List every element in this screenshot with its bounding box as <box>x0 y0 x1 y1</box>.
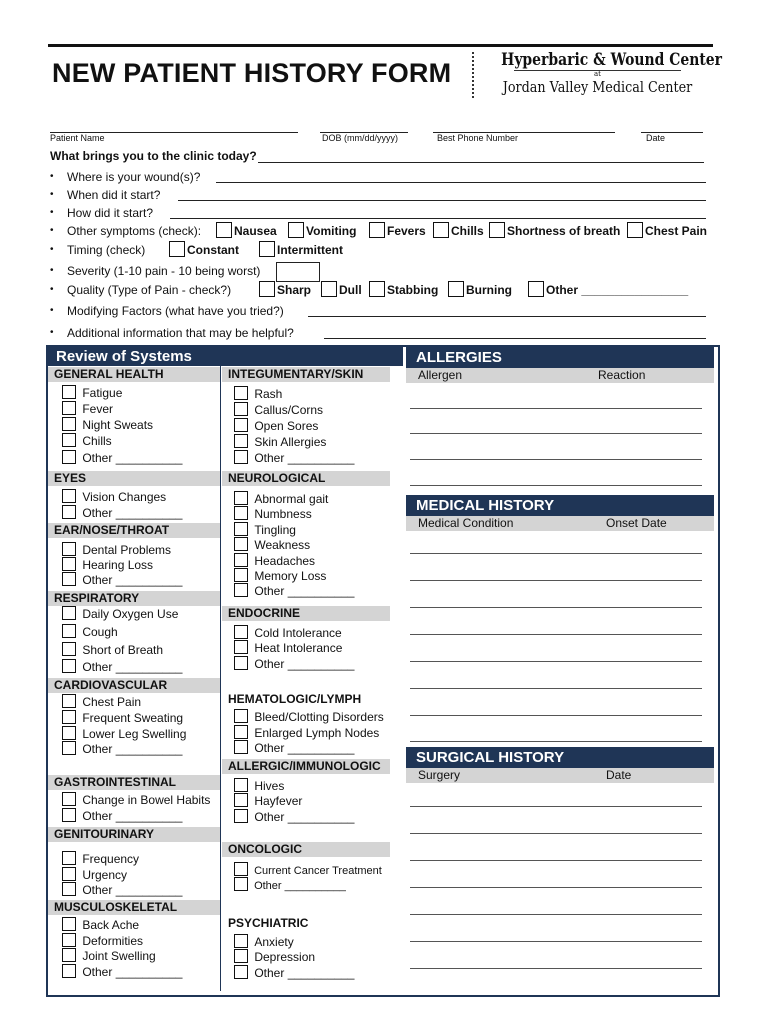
checkbox-item[interactable]: Daily Oxygen Use <box>62 606 178 621</box>
symptom-sob-option[interactable]: Shortness of breath <box>489 222 620 238</box>
page-title: NEW PATIENT HISTORY FORM <box>52 58 452 88</box>
section-musculoskeletal: MUSCULOSKELETAL <box>48 900 220 915</box>
medical-line[interactable] <box>410 580 702 581</box>
checkbox[interactable] <box>288 222 304 238</box>
section-allergic-immunologic: ALLERGIC/IMMUNOLOGIC <box>222 759 390 774</box>
column-divider <box>220 366 221 991</box>
checkbox-item[interactable]: Skin Allergies <box>234 434 326 449</box>
checkbox-item[interactable]: Urgency <box>62 867 127 882</box>
checkbox-item[interactable]: Other __________ <box>234 656 354 671</box>
reaction-col: Reaction <box>598 368 646 382</box>
checkbox-item[interactable]: Dental Problems <box>62 542 171 557</box>
checkbox-item[interactable]: Other __________ <box>234 877 346 892</box>
checkbox-item[interactable]: Numbness <box>234 506 312 521</box>
onset-col: Onset Date <box>606 516 667 530</box>
checkbox-item[interactable]: Current Cancer Treatment <box>234 862 382 877</box>
checkbox-item[interactable]: Bleed/Clotting Disorders <box>234 709 384 724</box>
checkbox-item[interactable]: Fever <box>62 401 113 416</box>
logo-line1: Hyperbaric & Wound Center <box>501 50 723 70</box>
patient-name-label: Patient Name <box>50 133 105 143</box>
checkbox-item[interactable]: Hives <box>234 778 284 793</box>
surgery-date-col: Date <box>606 768 632 782</box>
question-other-symptoms: Other symptoms (check): <box>67 224 202 238</box>
checkbox-item[interactable]: Other __________ <box>62 450 182 465</box>
medical-line[interactable] <box>410 741 702 742</box>
when-start-field[interactable] <box>178 188 706 201</box>
section-hematologic: HEMATOLOGIC/LYMPH <box>228 692 362 706</box>
section-cardiovascular: CARDIOVASCULAR <box>48 678 220 693</box>
checkbox-item[interactable]: Open Sores <box>234 418 318 433</box>
checkbox-item[interactable]: Other __________ <box>234 809 354 824</box>
checkbox-item[interactable]: Anxiety <box>234 934 294 949</box>
symptom-nausea-option[interactable]: Nausea <box>216 222 277 238</box>
quality-stabbing-option[interactable]: Stabbing <box>369 281 438 297</box>
surgical-line[interactable] <box>410 914 702 915</box>
checkbox[interactable] <box>369 222 385 238</box>
section-gastrointestinal: GASTROINTESTINAL <box>48 775 220 790</box>
section-integumentary: INTEGUMENTARY/SKIN <box>222 367 390 382</box>
question-how-start: How did it start? <box>67 206 154 220</box>
patient-name-field[interactable] <box>50 118 298 133</box>
clinic-logo <box>480 50 723 96</box>
symptom-chest-pain-option[interactable]: Chest Pain <box>627 222 707 238</box>
checkbox[interactable] <box>627 222 643 238</box>
question-additional: Additional information that may be helpful? <box>67 326 294 340</box>
allergy-line[interactable] <box>410 433 702 434</box>
allergy-line[interactable] <box>410 408 702 409</box>
header-divider <box>472 52 474 98</box>
dob-field[interactable] <box>320 118 408 133</box>
checkbox-item[interactable]: Other __________ <box>62 808 182 823</box>
checkbox-item[interactable]: Cough <box>62 624 118 639</box>
surgical-line[interactable] <box>410 887 702 888</box>
checkbox-item[interactable]: Vision Changes <box>62 489 166 504</box>
phone-field[interactable] <box>433 118 615 133</box>
surgical-line[interactable] <box>410 806 702 807</box>
checkbox-item[interactable]: Other __________ <box>234 583 354 598</box>
allergy-line[interactable] <box>410 485 702 486</box>
checkbox-item[interactable]: Other __________ <box>62 882 182 897</box>
question-where: Where is your wound(s)? <box>67 170 201 184</box>
checkbox-item[interactable]: Headaches <box>234 553 315 568</box>
timing-constant-option[interactable]: Constant <box>169 241 239 257</box>
checkbox-item[interactable]: Tingling <box>234 522 296 537</box>
allergen-col: Allergen <box>418 368 463 382</box>
medical-line[interactable] <box>410 688 702 689</box>
bullet: • <box>50 225 54 236</box>
how-start-field[interactable] <box>170 206 706 219</box>
checkbox-item[interactable]: Enlarged Lymph Nodes <box>234 725 379 740</box>
question-quality: Quality (Type of Pain - check?) <box>67 283 232 297</box>
surgical-history-title: SURGICAL HISTORY <box>406 747 714 768</box>
bullet: • <box>50 171 54 182</box>
checkbox-item[interactable]: Chills <box>62 433 112 448</box>
checkbox-item[interactable]: Joint Swelling <box>62 948 156 963</box>
quality-other-option[interactable]: Other ________________ <box>528 281 688 297</box>
checkbox-item[interactable]: Abnormal gait <box>234 491 328 506</box>
checkbox[interactable] <box>216 222 232 238</box>
medical-line[interactable] <box>410 634 702 635</box>
section-neurological: NEUROLOGICAL <box>222 471 390 486</box>
date-label: Date <box>646 133 666 143</box>
allergy-line[interactable] <box>410 459 702 460</box>
checkbox[interactable] <box>321 281 337 297</box>
section-endocrine: ENDOCRINE <box>222 606 390 621</box>
section-genitourinary: GENITOURINARY <box>48 827 220 842</box>
checkbox[interactable] <box>448 281 464 297</box>
checkbox-item[interactable]: Other __________ <box>62 572 182 587</box>
medical-history-header <box>406 516 714 531</box>
checkbox-item[interactable]: Weakness <box>234 537 310 552</box>
bullet: • <box>50 189 54 200</box>
bullet: • <box>50 244 54 255</box>
checkbox-item[interactable]: Memory Loss <box>234 568 326 583</box>
checkbox[interactable] <box>169 241 185 257</box>
question-timing: Timing (check) <box>67 243 146 257</box>
logo-at: at <box>514 70 681 78</box>
where-field[interactable] <box>216 170 706 183</box>
checkbox[interactable] <box>259 281 275 297</box>
bullet: • <box>50 305 54 316</box>
additional-field[interactable] <box>324 326 706 339</box>
checkbox-item[interactable]: Heat Intolerance <box>234 640 342 655</box>
checkbox-item[interactable]: Depression <box>234 949 315 964</box>
checkbox-item[interactable]: Hearing Loss <box>62 557 153 572</box>
checkbox-item[interactable]: Other __________ <box>62 964 182 979</box>
checkbox-item[interactable]: Cold Intolerance <box>234 625 342 640</box>
checkbox-item[interactable]: Chest Pain <box>62 694 141 709</box>
ros-title: Review of Systems <box>48 347 403 366</box>
question-severity: Severity (1-10 pain - 10 being worst) <box>67 264 261 278</box>
section-ear-nose-throat: EAR/NOSE/THROAT <box>48 523 220 538</box>
modifying-field[interactable] <box>308 304 706 317</box>
phone-label: Best Phone Number <box>437 133 519 143</box>
checkbox-item[interactable]: Deformities <box>62 933 143 948</box>
checkbox-item[interactable]: Callus/Corns <box>234 402 323 417</box>
medical-line[interactable] <box>410 553 702 554</box>
bullet: • <box>50 284 54 295</box>
checkbox-item[interactable]: Lower Leg Swelling <box>62 726 186 741</box>
quality-burning-option[interactable]: Burning <box>448 281 512 297</box>
timing-intermittent-option[interactable]: Intermittent <box>259 241 343 257</box>
checkbox[interactable] <box>433 222 449 238</box>
medical-line[interactable] <box>410 715 702 716</box>
checkbox-item[interactable]: Other __________ <box>62 505 182 520</box>
checkbox-item[interactable]: Short of Breath <box>62 642 163 657</box>
checkbox-item[interactable]: Frequent Sweating <box>62 710 183 725</box>
symptom-vomiting-option[interactable]: Vomiting <box>288 222 356 238</box>
checkbox-item[interactable]: Change in Bowel Habits <box>62 792 210 807</box>
surgery-col: Surgery <box>418 768 461 782</box>
checkbox-item[interactable]: Other __________ <box>62 741 182 756</box>
date-field[interactable] <box>641 118 703 133</box>
allergies-header <box>406 368 714 383</box>
section-psychiatric: PSYCHIATRIC <box>228 916 309 930</box>
surgical-line[interactable] <box>410 968 702 969</box>
logo-line2: Jordan Valley Medical Center <box>502 78 693 96</box>
medical-history-title: MEDICAL HISTORY <box>406 495 714 516</box>
checkbox[interactable] <box>259 241 275 257</box>
symptom-fevers-option[interactable]: Fevers <box>369 222 426 238</box>
checkbox-item[interactable]: Fatigue <box>62 385 122 400</box>
section-eyes: EYES <box>48 471 220 486</box>
checkbox-item[interactable]: Other __________ <box>62 659 182 674</box>
checkbox-item[interactable]: Other __________ <box>234 740 354 755</box>
question-when-start: When did it start? <box>67 188 161 202</box>
medical-line[interactable] <box>410 607 702 608</box>
bullet: • <box>50 207 54 218</box>
checkbox[interactable] <box>369 281 385 297</box>
quality-dull-option[interactable]: Dull <box>321 281 362 297</box>
question-modifying: Modifying Factors (what have you tried?) <box>67 304 284 318</box>
symptom-chills-option[interactable]: Chills <box>433 222 484 238</box>
section-general-health: GENERAL HEALTH <box>48 367 220 382</box>
checkbox-item[interactable]: Other __________ <box>234 965 354 980</box>
header-rule <box>48 44 713 47</box>
bullet: • <box>50 327 54 338</box>
severity-input[interactable] <box>276 262 320 282</box>
allergies-title: ALLERGIES <box>406 347 714 368</box>
surgical-line[interactable] <box>410 833 702 834</box>
surgical-line[interactable] <box>410 860 702 861</box>
dob-label: DOB (mm/dd/yyyy) <box>322 133 399 143</box>
checkbox-item[interactable]: Frequency <box>62 851 139 866</box>
section-oncologic: ONCOLOGIC <box>222 842 390 857</box>
checkbox-item[interactable]: Other __________ <box>234 450 354 465</box>
checkbox-item[interactable]: Hayfever <box>234 793 302 808</box>
bullet: • <box>50 265 54 276</box>
surgical-history-header <box>406 768 714 783</box>
medical-line[interactable] <box>410 661 702 662</box>
checkbox-item[interactable]: Night Sweats <box>62 417 153 432</box>
checkbox[interactable] <box>528 281 544 297</box>
condition-col: Medical Condition <box>418 516 514 530</box>
section-respiratory: RESPIRATORY <box>48 591 220 606</box>
quality-sharp-option[interactable]: Sharp <box>259 281 311 297</box>
brings-field[interactable] <box>258 150 704 163</box>
question-brings: What brings you to the clinic today? <box>50 149 257 163</box>
checkbox-item[interactable]: Rash <box>234 386 282 401</box>
checkbox[interactable] <box>489 222 505 238</box>
checkbox-item[interactable]: Back Ache <box>62 917 139 932</box>
surgical-line[interactable] <box>410 941 702 942</box>
